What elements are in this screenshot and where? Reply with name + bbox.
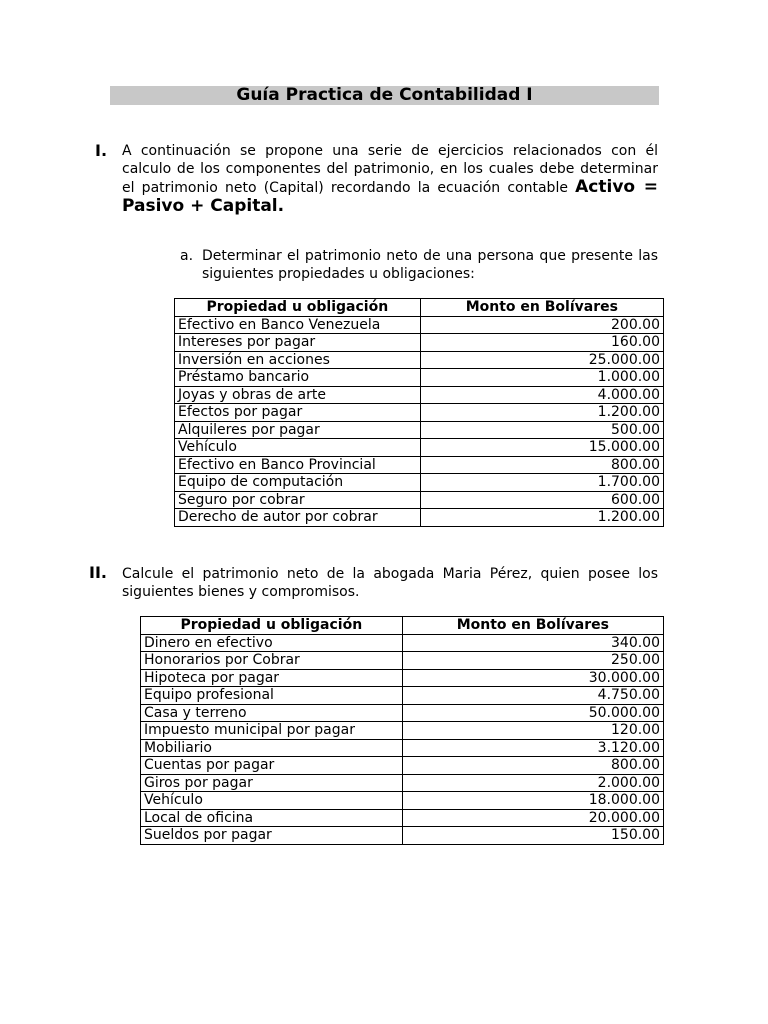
property-cell: Equipo profesional [141,687,403,705]
property-cell: Joyas y obras de arte [175,386,421,404]
table-row [141,792,664,810]
amount-cell: 160.00 [420,334,663,352]
amount-cell: 50.000.00 [402,704,663,722]
property-cell: Vehículo [175,439,421,457]
property-cell: Local de oficina [141,809,403,827]
property-cell: Impuesto municipal por pagar [141,722,403,740]
property-cell: Honorarios por Cobrar [141,652,403,670]
table-row [175,334,664,352]
amount-cell: 800.00 [402,757,663,775]
property-cell: Efectivo en Banco Provincial [175,456,421,474]
amount-cell: 15.000.00 [420,439,663,457]
section-1-number: I. [95,141,108,160]
property-cell: Efectivo en Banco Venezuela [175,316,421,334]
page-title: Guía Practica de Contabilidad I [110,86,659,105]
table-exercise-a [174,298,664,527]
amount-cell: 1.200.00 [420,509,663,527]
amount-cell: 1.000.00 [420,369,663,387]
column-header-amount: Monto en Bolívares [402,617,663,635]
column-header-property: Propiedad u obligación [175,299,421,317]
property-cell: Alquileres por pagar [175,421,421,439]
property-cell: Hipoteca por pagar [141,669,403,687]
property-cell: Casa y terreno [141,704,403,722]
table-row [141,669,664,687]
table-row [141,634,664,652]
amount-cell: 2.000.00 [402,774,663,792]
amount-cell: 1.700.00 [420,474,663,492]
amount-cell: 4.750.00 [402,687,663,705]
table-row [175,316,664,334]
amount-cell: 500.00 [420,421,663,439]
property-cell: Mobiliario [141,739,403,757]
amount-cell: 600.00 [420,491,663,509]
table-row [175,439,664,457]
section-2-number: II. [89,563,107,582]
amount-cell: 250.00 [402,652,663,670]
amount-cell: 3.120.00 [402,739,663,757]
table-row [141,652,664,670]
table-row [141,687,664,705]
table-header-row [175,299,664,317]
amount-cell: 4.000.00 [420,386,663,404]
property-cell: Vehículo [141,792,403,810]
column-header-property: Propiedad u obligación [141,617,403,635]
table-header-row [141,617,664,635]
table-row [141,739,664,757]
table-row [141,757,664,775]
section-1-text: A continuación se propone una serie de ejercicios relacionados con él calculo de los componentes del patrimonio, en los cuales debe determinar el patrimonio neto (Capital) recordando la ecuación contable [122,143,658,196]
exercise-a-letter: a. [180,248,194,264]
amount-cell: 120.00 [402,722,663,740]
table-row [141,774,664,792]
property-cell: Efectos por pagar [175,404,421,422]
property-cell: Cuentas por pagar [141,757,403,775]
section-1-paragraph [122,142,658,216]
amount-cell: 800.00 [420,456,663,474]
table-row [141,722,664,740]
property-cell: Intereses por pagar [175,334,421,352]
property-cell: Equipo de computación [175,474,421,492]
amount-cell: 1.200.00 [420,404,663,422]
table-row [175,456,664,474]
property-cell: Inversión en acciones [175,351,421,369]
accounting-equation: Activo = Pasivo + Capital. [122,177,658,216]
table-row [175,351,664,369]
table-row [141,704,664,722]
property-cell: Seguro por cobrar [175,491,421,509]
amount-cell: 200.00 [420,316,663,334]
table-row [175,421,664,439]
table-row [141,809,664,827]
amount-cell: 25.000.00 [420,351,663,369]
table-exercise-2 [140,616,664,845]
column-header-amount: Monto en Bolívares [420,299,663,317]
property-cell: Sueldos por pagar [141,827,403,845]
amount-cell: 18.000.00 [402,792,663,810]
property-cell: Giros por pagar [141,774,403,792]
table-row [141,827,664,845]
exercise-a [180,247,658,283]
amount-cell: 20.000.00 [402,809,663,827]
property-cell: Préstamo bancario [175,369,421,387]
amount-cell: 340.00 [402,634,663,652]
property-cell: Dinero en efectivo [141,634,403,652]
amount-cell: 30.000.00 [402,669,663,687]
table-row [175,386,664,404]
exercise-a-text: Determinar el patrimonio neto de una persona que presente las siguientes propiedades u obligaciones: [202,248,658,282]
table-row [175,491,664,509]
section-2-text: Calcule el patrimonio neto de la abogada Maria Pérez, quien posee los siguientes bienes y compromisos. [122,566,658,600]
table-row [175,404,664,422]
amount-cell: 150.00 [402,827,663,845]
table-row [175,474,664,492]
table-row [175,509,664,527]
table-row [175,369,664,387]
property-cell: Derecho de autor por cobrar [175,509,421,527]
